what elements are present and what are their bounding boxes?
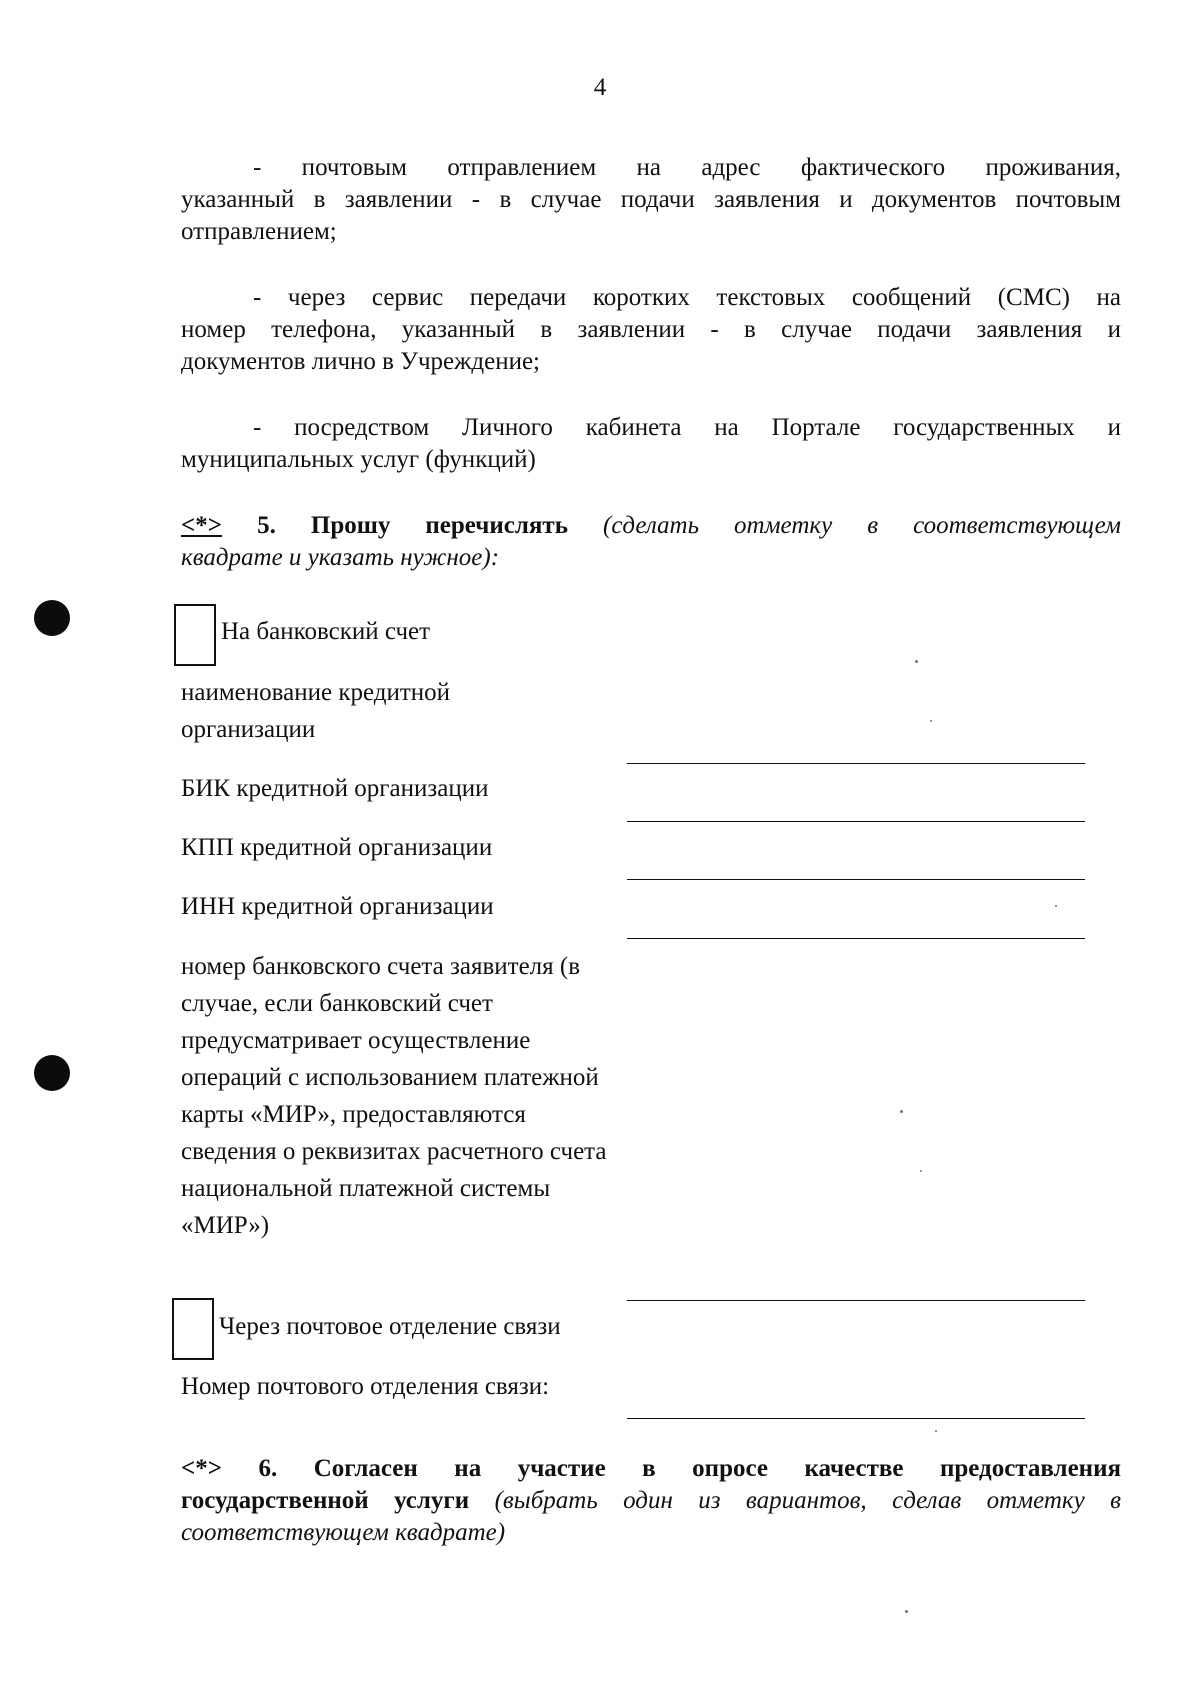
field-label-kpp: КПП кредитной организации: [181, 834, 493, 861]
field-label-bank-name: наименование кредитной организации: [181, 679, 451, 743]
section-6-heading: [181, 1453, 1121, 1549]
section-instruction: квадрате и указать нужное):: [181, 544, 500, 571]
punch-hole-icon: [34, 1055, 70, 1091]
bank-account-label: На банковский счет: [221, 618, 431, 645]
section-instruction: (выбрать один из вариантов, сделав отметку в: [469, 1487, 1121, 1514]
text-line: документов лично в Учреждение;: [181, 348, 540, 375]
kpp-input[interactable]: [627, 879, 1085, 880]
text-line: - почтовым отправлением на адрес фактического проживания,: [253, 154, 1121, 181]
post-office-label: Через почтовое отделение связи: [219, 1313, 561, 1340]
scan-speck: [935, 1430, 937, 1432]
section-instruction: (сделать отметку в соответствующем: [603, 512, 1121, 539]
section-instruction: соответствующем квадрате): [181, 1519, 506, 1546]
field-label-bik: БИК кредитной организации: [181, 775, 489, 802]
scan-speck: [900, 1110, 903, 1113]
scan-speck: [915, 660, 918, 663]
text-line: - через сервис передачи коротких текстовых сообщений (СМС) на: [253, 284, 1121, 311]
text-line: отправлением;: [181, 218, 337, 245]
inn-input[interactable]: [627, 938, 1085, 939]
scan-speck: [930, 720, 932, 722]
bank-name-input[interactable]: [627, 763, 1085, 764]
bank-account-checkbox[interactable]: [174, 604, 216, 666]
account-number-input[interactable]: [627, 1300, 1085, 1301]
section-5-heading: [181, 510, 1121, 574]
delivery-option-sms: [181, 282, 1121, 378]
text-line: - посредством Личного кабинета на Портале государственных и: [253, 414, 1121, 441]
section-title: 6. Согласен на участие в опросе качестве предоставления: [222, 1455, 1121, 1482]
section-title: 5. Прошу перечислять: [222, 512, 603, 539]
post-office-number-input[interactable]: [627, 1418, 1085, 1419]
field-label-account-number: номер банковского счета заявителя (в случае, если банковский счет предусматривает осуществление операций с использованием платежной карты «МИР», предоставляются сведения о реквизитах расчетного счета национальной платежной системы «МИР»): [181, 953, 607, 1239]
field-label-inn: ИНН кредитной организации: [181, 893, 494, 920]
footnote-marker: <*>: [181, 1455, 222, 1482]
post-office-checkbox[interactable]: [172, 1298, 214, 1360]
text-line: указанный в заявлении - в случае подачи заявления и документов почтовым: [181, 186, 1121, 213]
footnote-marker: <*>: [181, 512, 222, 539]
field-label-post-office-number: Номер почтового отделения связи:: [181, 1373, 550, 1400]
punch-hole-icon: [34, 600, 70, 636]
scan-speck: [905, 1610, 908, 1613]
delivery-option-portal: [181, 412, 1121, 476]
scan-speck: [920, 1170, 922, 1172]
delivery-option-mail: [181, 152, 1121, 248]
section-title: государственной услуги: [181, 1487, 470, 1514]
text-line: номер телефона, указанный в заявлении - в случае подачи заявления и: [181, 316, 1121, 343]
text-line: муниципальных услуг (функций): [181, 446, 536, 473]
bik-input[interactable]: [627, 821, 1085, 822]
scan-speck: [1055, 905, 1057, 907]
page-number: 4: [593, 74, 607, 101]
